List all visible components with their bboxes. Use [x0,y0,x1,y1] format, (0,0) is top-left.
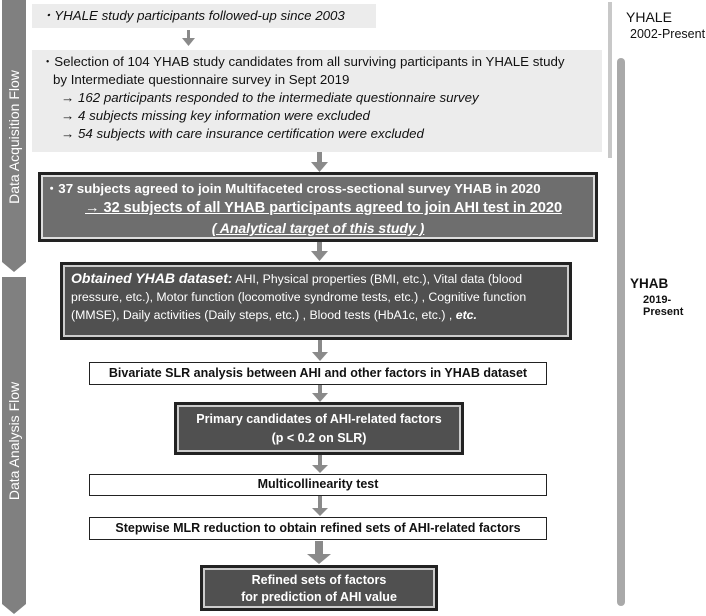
step-yhale-followup [32,4,376,28]
yhab-timeline-bar [617,58,625,606]
step-primary-candidates [174,402,464,455]
step-9-line-1: Refined sets of factors [251,573,387,587]
step-4-heading: Obtained YHAB dataset: [71,270,233,286]
step-4-etc: etc. [455,308,477,322]
step-6-line-1: Primary candidates of AHI-related factors [196,412,442,426]
yhale-timeline-bar [608,2,612,158]
step-2-line-2: by Intermediate questionnaire survey in Sept 2019 [53,72,350,87]
yhale-period: 2002-Present [630,27,706,41]
bullet: ・ [41,54,55,69]
step-3-line-3: ( Analytical target of this study ) [211,220,425,236]
step-yhab-enrollment [38,172,598,242]
step-stepwise-mlr: Stepwise MLR reduction to obtain refined sets of AHI-related factors [89,517,547,540]
yhale-title: YHALE [626,9,672,25]
step-2-sub-1: → 162 participants responded to the intermediate questionnaire survey [61,90,479,105]
step-3-line-1: 37 subjects agreed to join Multifaceted cross-sectional survey YHAB in 2020 [58,181,541,196]
step-2-sub-2: → 4 subjects missing key information were excluded [61,108,370,123]
step-2-line-1: Selection of 104 YHAB study candidates from all surviving participants in YHALE study [54,54,565,69]
step-yhab-dataset [60,262,572,340]
step-4-body-2: pressure, etc.), Motor function (locomotive syndrome tests, etc.) , Cognitive function [71,290,527,304]
step-refined-factors [200,565,438,611]
step-4-body-3: (MMSE), Daily activities (Daily steps, etc.) , Blood tests (HbA1c, etc.) , [71,308,453,322]
step-3-line-2: → 32 subjects of all YHAB participants agreed to join AHI test in 2020 [85,200,563,216]
step-1-text: YHALE study participants followed-up since 2003 [54,8,345,23]
step-bivariate-slr: Bivariate SLR analysis between AHI and other factors in YHAB dataset [89,362,547,385]
analysis-flow-label: Data Analysis Flow [6,381,22,501]
step-9-line-2: for prediction of AHI value [241,590,397,604]
step-2-sub-3: → 54 subjects with care insurance certification were excluded [61,126,424,141]
step-candidate-selection [32,50,602,152]
yhab-period: 2019-Present [643,294,684,318]
bullet: ・ [45,181,59,196]
yhab-title: YHAB [630,276,669,291]
acquisition-flow-label: Data Acquisition Flow [6,70,22,204]
step-multicollinearity: Multicollinearity test [89,474,547,496]
step-4-body-1: AHI, Physical properties (BMI, etc.), Vital data (blood [235,272,523,286]
bullet: ・ [41,8,55,23]
step-6-line-2: (p < 0.2 on SLR) [271,431,367,445]
